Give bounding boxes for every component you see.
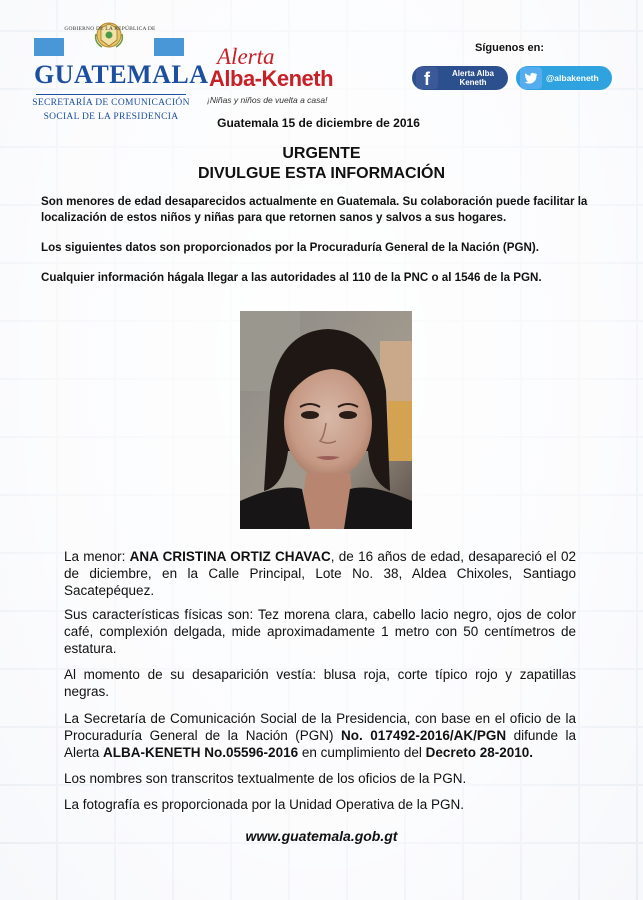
missing-person-photo — [240, 311, 412, 529]
physical-characteristics: Sus características físicas son: Tez morena clara, cabello lacio negro, ojos de color café, complexión delgada, mide aproximadamente 1 metro con 50 centímetros de estatura. — [64, 607, 576, 656]
facebook-icon: f — [416, 67, 438, 89]
photo-note: La fotografía es proporcionada por la Unidad Operativa de la PGN. — [64, 797, 464, 812]
page-title — [0, 144, 643, 184]
legal-notice: La Secretaría de Comunicación Social de la Presidencia, con base en el oficio de la Procuraduría General de la Nación (PGN) No. 017492-2016/AK/PGN difunde la Alerta ALBA-KENETH No.05596-2016 en cumplimiento del Decreto 28-2010. — [64, 711, 576, 760]
alerta-tagline: ¡Niñas y niños de vuelta a casa! — [207, 95, 328, 105]
clothing-description: Al momento de su desaparición vestía: blusa roja, corte típico rojo y zapatillas negras. — [64, 667, 576, 699]
names-note: Los nombres son transcritos textualmente de los oficios de la PGN. — [64, 771, 467, 786]
government-caption: GOBIERNO DE LA REPÚBLICA DE — [64, 26, 156, 32]
secretaria-line-2: SOCIAL DE LA PRESIDENCIA — [43, 112, 179, 122]
website-link[interactable]: www.guatemala.gob.gt — [245, 828, 398, 844]
portrait-image — [240, 311, 412, 529]
bulletin-date: Guatemala 15 de diciembre de 2016 — [217, 116, 420, 130]
guatemala-government-logo — [30, 20, 209, 130]
facebook-label: Alerta Alba Keneth — [452, 69, 494, 87]
decreto-number: Decreto 28-2010. — [425, 745, 533, 760]
intro-paragraph-1: Son menores de edad desaparecidos actualmente en Guatemala. Su colaboración puede facilitar la localización de estos niños y niñas para que retornen sanos y salvos a sus hogares. — [41, 195, 588, 224]
title-urgente: URGENTE — [282, 145, 361, 162]
alerta-word: Alerta — [217, 44, 275, 69]
secretaria-line-1: SECRETARÍA DE COMUNICACIÓN — [32, 98, 190, 108]
alerta-alba-keneth-logo — [205, 44, 340, 114]
twitter-bird-icon — [520, 67, 542, 89]
follow-label: Síguenos en: — [475, 42, 545, 54]
alerta-number: ALBA-KENETH No.05596-2016 — [103, 745, 299, 760]
missing-person-name: ANA CRISTINA ORTIZ CHAVAC — [129, 549, 331, 564]
alba-keneth-word: Alba-Keneth — [209, 66, 334, 91]
twitter-label: @albakeneth — [546, 73, 599, 83]
missing-person-description: La menor: ANA CRISTINA ORTIZ CHAVAC, de 16 años de edad, desapareció el 02 de diciembre, en la Calle Principal, Lote No. 38, Aldea Chixoles, Santiago Sacatepéquez. — [64, 549, 576, 598]
logo-divider — [36, 94, 186, 95]
twitter-link[interactable] — [516, 66, 612, 90]
intro-paragraph-3: Cualquier información hágala llegar a las autoridades al 110 de la PNC o al 1546 de la PGN. — [41, 271, 542, 284]
title-divulgue: DIVULGUE ESTA INFORMACIÓN — [197, 165, 446, 182]
intro-paragraph-2: Los siguientes datos son proporcionados por la Procuraduría General de la Nación (PGN). — [41, 241, 539, 254]
guatemala-wordmark: GUATEMALA — [34, 60, 209, 89]
oficio-number: No. 017492-2016/AK/PGN — [341, 728, 507, 743]
facebook-link[interactable] — [412, 66, 508, 90]
coat-of-arms-icon — [92, 20, 126, 50]
